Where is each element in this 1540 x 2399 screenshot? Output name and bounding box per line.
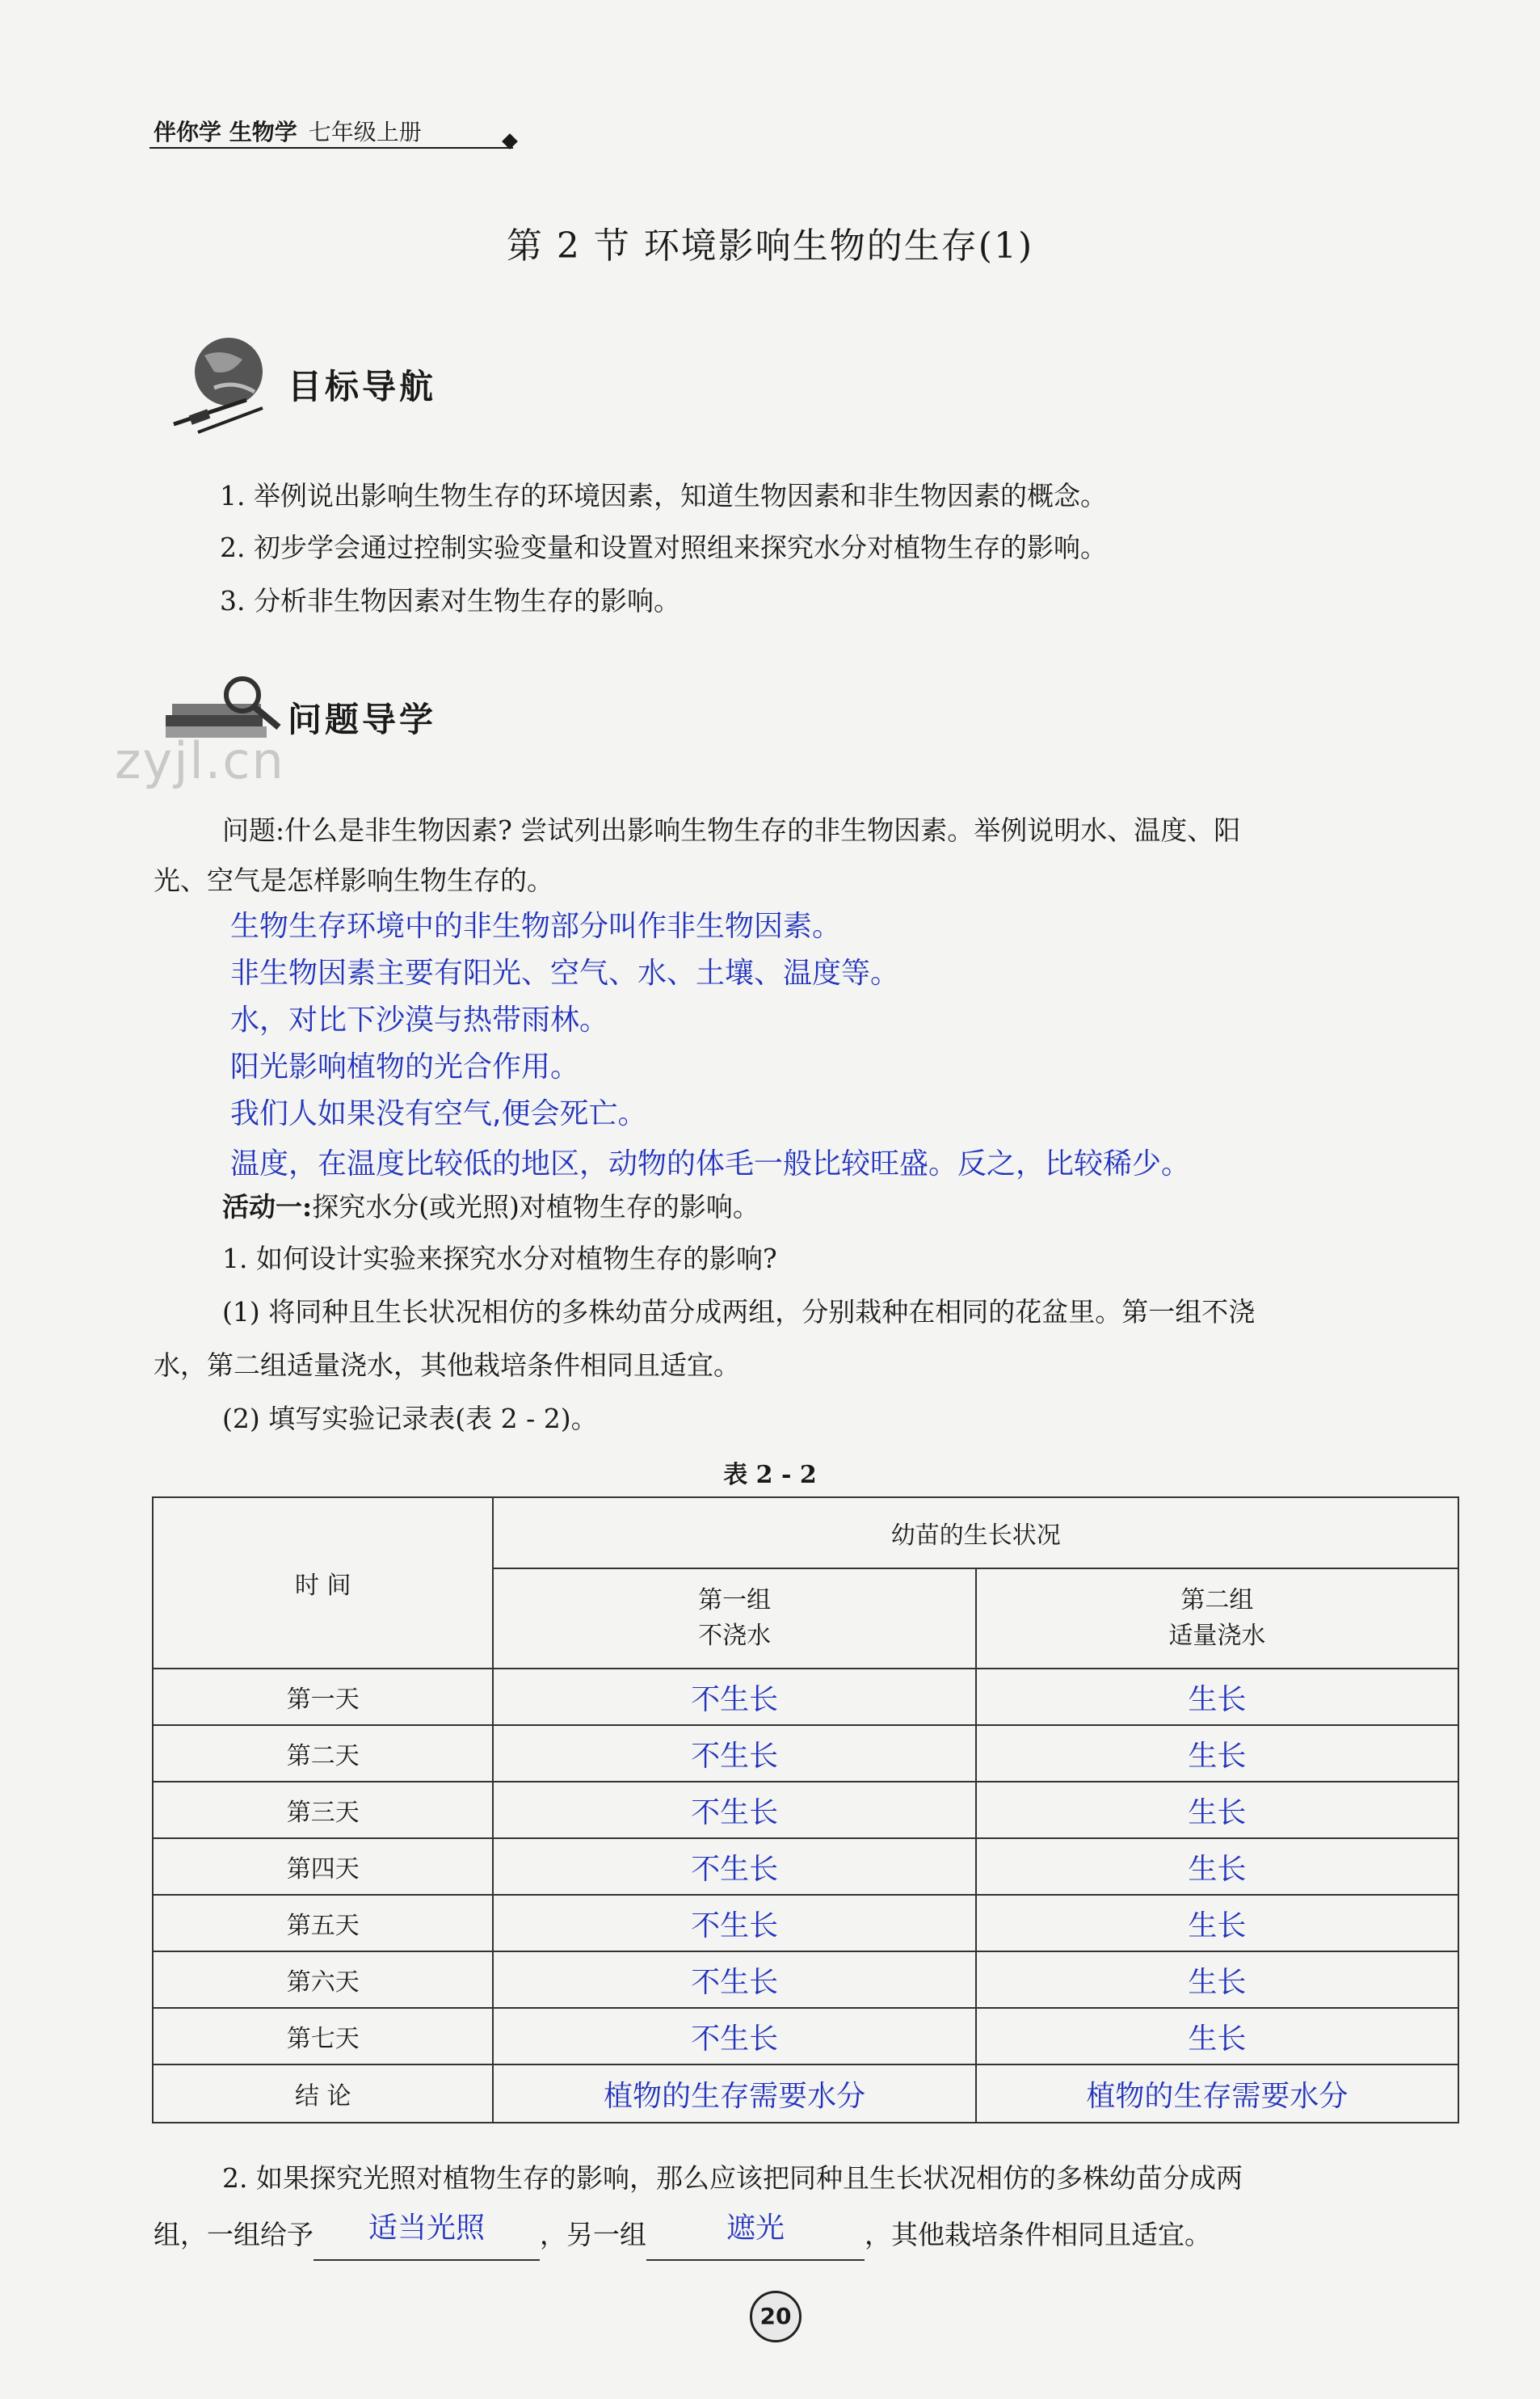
question-1: 1. 如何设计实验来探究水分对植物生存的影响? — [222, 1243, 777, 1274]
header-group-1 — [493, 1568, 975, 1669]
question-2-line-1: 2. 如果探究光照对植物生存的影响，那么应该把同种且生长状况相仿的多株幼苗分成两 — [222, 2162, 1243, 2194]
conclusion-group-1: 植物的生存需要水分 — [493, 2064, 975, 2123]
question-line-2: 光、空气是怎样影响生物生存的。 — [154, 865, 553, 896]
row-day: 第七天 — [153, 2008, 493, 2064]
answer-line-3: 水，对比下沙漠与热带雨林。 — [230, 1004, 609, 1037]
answer-line-2: 非生物因素主要有阳光、空气、水、土壤、温度等。 — [230, 957, 900, 990]
conclusion-label: 结 论 — [153, 2064, 493, 2123]
row-day: 第四天 — [153, 1838, 493, 1895]
fill-blank-1 — [313, 2208, 540, 2261]
group-2-name: 第二组 — [1180, 1586, 1254, 1614]
guide-heading: 问题导学 — [288, 700, 437, 739]
header-time: 时 间 — [153, 1497, 493, 1669]
table-row — [153, 2008, 1458, 2064]
header-growth: 幼苗的生长状况 — [493, 1497, 1458, 1568]
header-rule — [149, 147, 513, 149]
table-row — [153, 1725, 1458, 1782]
goals-heading: 目标导航 — [288, 367, 437, 406]
row-group-1-value: 不生长 — [493, 2008, 975, 2064]
activity-text: 探究水分(或光照)对植物生存的影响。 — [312, 1191, 759, 1223]
question-1-part1-line2: 水，第二组适量浇水，其他栽培条件相同且适宜。 — [154, 1349, 740, 1381]
fill-blank-2 — [646, 2208, 865, 2261]
table-row — [153, 1669, 1458, 1725]
goal-item-2: 2. 初步学会通过控制实验变量和设置对照组来探究水分对植物生存的影响。 — [220, 532, 1107, 563]
table-caption: 表 2 - 2 — [723, 1461, 817, 1489]
row-group-2-value: 生长 — [976, 2008, 1458, 2064]
row-group-1-value: 不生长 — [493, 1838, 975, 1895]
conclusion-row — [153, 2064, 1458, 2123]
row-group-1-value: 不生长 — [493, 1669, 975, 1725]
book-header — [154, 115, 422, 147]
row-day: 第三天 — [153, 1782, 493, 1838]
globe-satellite-icon — [166, 331, 287, 436]
activity-label: 活动一: — [222, 1191, 313, 1223]
row-day: 第五天 — [153, 1895, 493, 1951]
answer-line-6: 温度，在温度比较低的地区，动物的体毛一般比较旺盛。反之，比较稀少。 — [230, 1147, 1191, 1181]
group-1-name: 第一组 — [698, 1586, 772, 1614]
row-day: 第六天 — [153, 1951, 493, 2008]
activity-line — [222, 1181, 759, 1233]
row-group-2-value: 生长 — [976, 1951, 1458, 2008]
question-2-line-2 — [154, 2208, 1211, 2261]
row-group-1-value: 不生长 — [493, 1782, 975, 1838]
question-1-part2: (2) 填写实验记录表(表 2 - 2)。 — [222, 1403, 598, 1434]
row-group-2-value: 生长 — [976, 1725, 1458, 1782]
conclusion-group-2: 植物的生存需要水分 — [976, 2064, 1458, 2123]
row-group-1-value: 不生长 — [493, 1725, 975, 1782]
answer-line-4: 阳光影响植物的光合作用。 — [230, 1050, 580, 1084]
goal-item-3: 3. 分析非生物因素对生物生存的影响。 — [220, 585, 680, 617]
page-number: 20 — [750, 2291, 802, 2342]
fill-blank-1-answer: 适当光照 — [368, 2212, 485, 2245]
row-group-2-value: 生长 — [976, 1669, 1458, 1725]
goal-item-1: 1. 举例说出影响生物生存的环境因素，知道生物因素和非生物因素的概念。 — [220, 480, 1107, 511]
answer-line-5: 我们人如果没有空气,便会死亡。 — [230, 1097, 647, 1130]
book-series: 伴你学 生物学 — [154, 119, 297, 145]
book-grade: 七年级上册 — [308, 119, 422, 145]
q2-text-a: 组，一组给予 — [154, 2219, 313, 2250]
row-group-2-value: 生长 — [976, 1782, 1458, 1838]
experiment-record-table — [152, 1496, 1459, 2123]
question-line-1: 问题:什么是非生物因素? 尝试列出影响生物生存的非生物因素。举例说明水、温度、阳 — [222, 814, 1241, 846]
group-2-condition: 适量浇水 — [1168, 1622, 1266, 1650]
table-row — [153, 1951, 1458, 2008]
question-1-part1-line1: (1) 将同种且生长状况相仿的多株幼苗分成两组，分别栽种在相同的花盆里。第一组不浇 — [222, 1296, 1256, 1328]
fill-blank-2-answer: 遮光 — [726, 2212, 785, 2245]
answer-line-1: 生物生存环境中的非生物部分叫作非生物因素。 — [230, 910, 842, 943]
page-title: 第 2 节 环境影响生物的生存(1) — [506, 225, 1034, 267]
table-row — [153, 1782, 1458, 1838]
watermark: zyjl.cn — [115, 731, 285, 790]
row-group-1-value: 不生长 — [493, 1951, 975, 2008]
table-row — [153, 1895, 1458, 1951]
row-day: 第二天 — [153, 1725, 493, 1782]
table-row — [153, 1838, 1458, 1895]
row-group-2-value: 生长 — [976, 1895, 1458, 1951]
q2-text-c: ，其他栽培条件相同且适宜。 — [865, 2219, 1211, 2250]
header-group-2 — [976, 1568, 1458, 1669]
q2-text-b: ，另一组 — [540, 2219, 646, 2250]
row-day: 第一天 — [153, 1669, 493, 1725]
group-1-condition: 不浇水 — [698, 1622, 772, 1650]
row-group-2-value: 生长 — [976, 1838, 1458, 1895]
row-group-1-value: 不生长 — [493, 1895, 975, 1951]
